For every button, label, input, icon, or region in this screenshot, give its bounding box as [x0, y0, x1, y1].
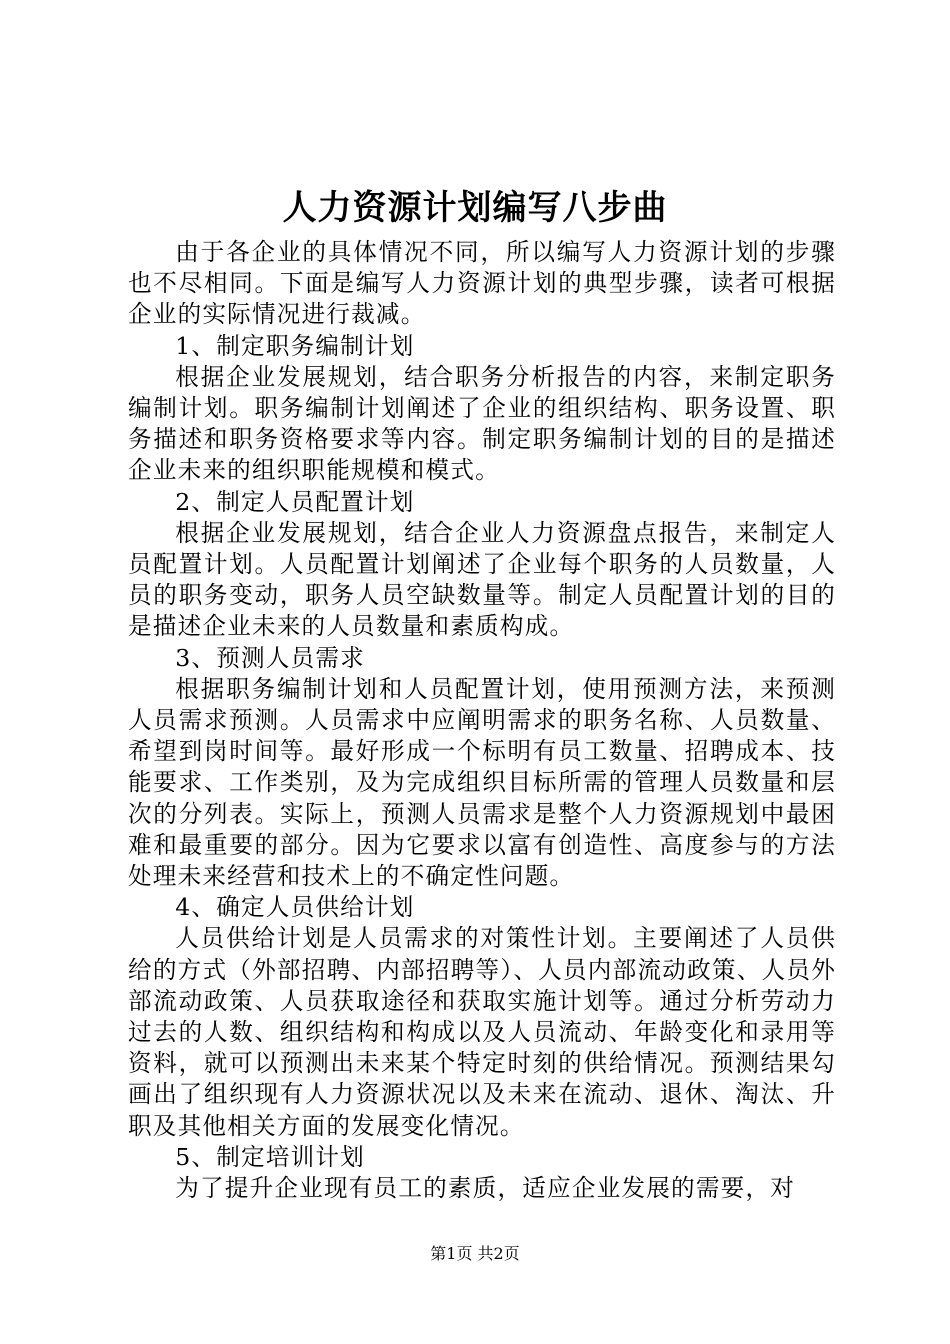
section-paragraph-5: 为了提升企业现有员工的素质，适应企业发展的需要，对 — [175, 1174, 796, 1203]
section-heading-4: 4、确定人员供给计划 — [175, 893, 415, 922]
section-heading-1: 1、制定职务编制计划 — [175, 331, 415, 360]
page-number-footer: 第1页 共2页 — [430, 1244, 520, 1263]
section-heading-5: 5、制定培训计划 — [175, 1142, 365, 1171]
section-heading-2: 2、制定人员配置计划 — [175, 487, 415, 516]
section-paragraph-2: 根据企业发展规划，结合企业人力资源盘点报告，来制定人员配置计划。人员配置计划阐述了企业每个职务的人员数量，人员的职务变动，职务人员空缺数量等。制定人员配置计划的目的是描述企业未来的人员数量和素质构成。 — [128, 518, 836, 641]
document-body — [128, 237, 836, 1204]
intro-paragraph: 由于各企业的具体情况不同，所以编写人力资源计划的步骤也不尽相同。下面是编写人力资源计划的典型步骤，读者可根据企业的实际情况进行裁减。 — [128, 238, 836, 329]
section-paragraph-4: 人员供给计划是人员需求的对策性计划。主要阐述了人员供给的方式（外部招聘、内部招聘等）、人员内部流动政策、人员外部流动政策、人员获取途径和获取实施计划等。通过分析劳动力过去的人数、组织结构和构成以及人员流动、年龄变化和录用等资料，就可以预测出未来某个特定时刻的供给情况。预测结果勾画出了组织现有人力资源状况以及未来在流动、退休、淘汰、升职及其他相关方面的发展变化情况。 — [128, 924, 836, 1140]
section-paragraph-3: 根据职务编制计划和人员配置计划，使用预测方法，来预测人员需求预测。人员需求中应阐明需求的职务名称、人员数量、希望到岗时间等。最好形成一个标明有员工数量、招聘成本、技能要求、工作类别，及为完成组织目标所需的管理人员数量和层次的分列表。实际上，预测人员需求是整个人力资源规划中最困难和最重要的部分。因为它要求以富有创造性、高度参与的方法处理未来经营和技术上的不确定性问题。 — [128, 674, 836, 891]
document-title: 人力资源计划编写八步曲 — [282, 188, 668, 228]
section-paragraph-1: 根据企业发展规划，结合职务分析报告的内容，来制定职务编制计划。职务编制计划阐述了企业的组织结构、职务设置、职务描述和职务资格要求等内容。制定职务编制计划的目的是描述企业未来的组织职能规模和模式。 — [128, 362, 836, 485]
section-heading-3: 3、预测人员需求 — [175, 643, 365, 672]
